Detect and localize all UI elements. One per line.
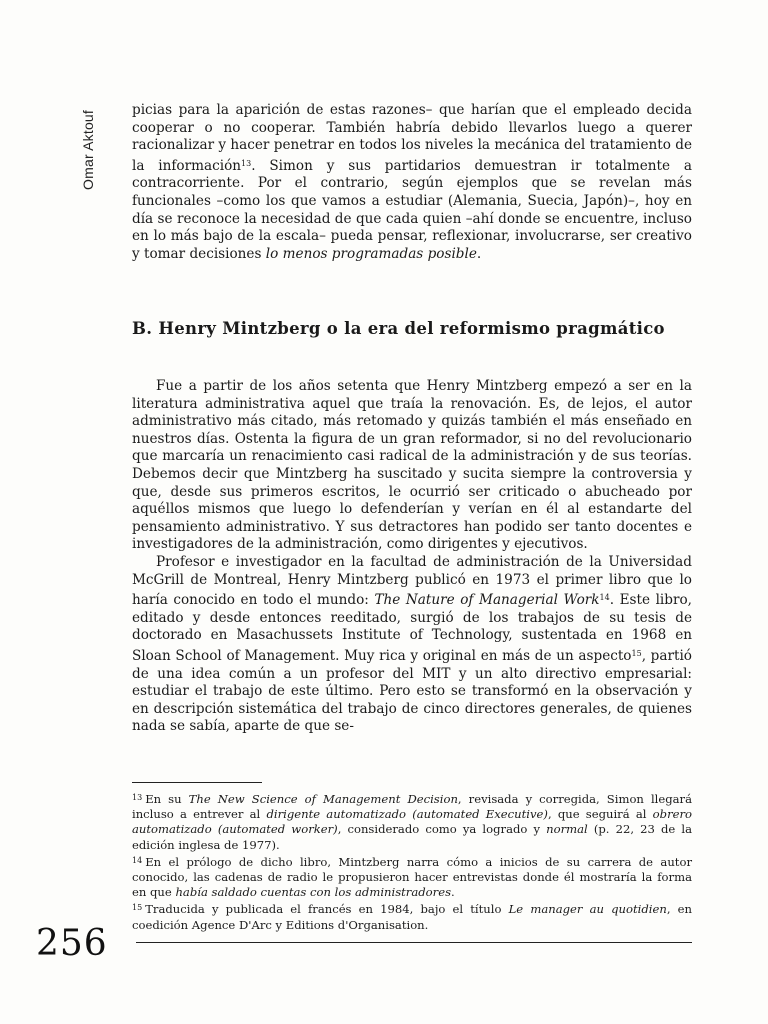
page-number: 256 bbox=[36, 923, 108, 964]
footnote-ref-14: 14 bbox=[599, 593, 610, 603]
section-heading: B. Henry Mintzberg o la era del reformismo pragmático bbox=[132, 319, 665, 338]
top-paragraph bbox=[132, 102, 692, 263]
footnotes bbox=[132, 790, 692, 933]
book-title: The Nature of Managerial Work bbox=[374, 592, 600, 609]
footnote-13: $^{13}$ En su The New Science of Management Decision, revisada y corregida, Simon llegará incluso a entrever al dirigente automatizado (automated Executive), que seguirá al obrero automatizado (automated worker), considerado como ya logrado y normal (p. 22, 23 de la edición inglesa de 1977). bbox=[132, 792, 693, 852]
footnote-ref-13: 13 bbox=[241, 158, 252, 168]
section-paragraph-1: Fue a partir de los años setenta que Henry Mintzberg empezó a ser en la literatura administrativa aquel que traía la renovación. Es, de lejos, el autor administrativo más citado, más retomado y quizás también el más enseñado en nuestros días. Ostenta la figura de un gran reformador, si no del revolucionario que marcaría un renacimiento casi radical de la administración y de sus teorías. Debemos decir que Mintzberg ha suscitado y sucita siempre la controversia y que, desde sus primeros escritos, le ocurrió ser criticado o abucheado por aquéllos mismos que luego lo defenderían y verían en él al estandarte del pensamiento administrativo. Y sus detractores han podido ser tanto docentes e investigadores de la administración, como dirigentes y ejecutivos. bbox=[132, 378, 692, 553]
footnote-15: $^{15}$ Traducida y publicada el francés en 1984, bajo el título Le manager au quotidien, en coedición Agence D'Arc y Editions d'Organisation. bbox=[132, 902, 692, 932]
running-head-author: Omar Aktouf bbox=[80, 109, 96, 190]
section-paragraph-2: Profesor e investigador en la facultad de administración de la Universidad McGrill de Montreal, Henry Mintzberg publicó en 1973 el primer libro que lo haría conocido en todo el mundo: The Nature of Managerial Work$^{14}$. Este libro, editado y desde entonces reeditado, surgió de los trabajos de su tesis de doctorado en Masachussets Institute of Technology, sustentada en 1968 en Sloan School of Management. Muy rica y original en más de un aspecto$^{15}$, partió de una idea común a un profesor del MIT y un alto directivo empresarial: estudiar el trabajo de este último. Pero esto se transformó en la observación y en descripción sistemática del trabajo de cinco directores generales, de quienes nada se sabía, aparte de que se- bbox=[132, 553, 692, 735]
footnote-divider bbox=[132, 782, 262, 783]
footer-rule bbox=[136, 942, 692, 943]
footnote-ref-15: 15 bbox=[631, 648, 642, 658]
section-body bbox=[132, 378, 692, 736]
paragraph-continuation: picias para la aparición de estas razones– que harían que el empleado decida cooperar o no cooperar. También habría debido llevarlos luego a querer racionalizar y hacer penetrar en todos los niveles la mecánica del tratamiento de la información$^{13}$. Simon y sus partidarios demuestran ir totalmente a contracorriente. Por el contrario, según ejemplos que se revelan más funcionales –como los que vamos a estudiar (Alemania, Suecia, Japón)–, hoy en día se reconoce la necesidad de que cada quien –ahí donde se encuentre, incluso en lo más bajo de la escala– pueda pensar, reflexionar, involucrarse, ser creativo y tomar decisiones lo menos programadas posible. bbox=[132, 102, 693, 262]
footnote-14: $^{14}$ En el prólogo de dicho libro, Mintzberg narra cómo a inicios de su carrera de autor conocido, las cadenas de radio le propusieron hacer entrevistas donde él mostraría la forma en que había saldado cuentas con los administradores. bbox=[132, 854, 692, 900]
